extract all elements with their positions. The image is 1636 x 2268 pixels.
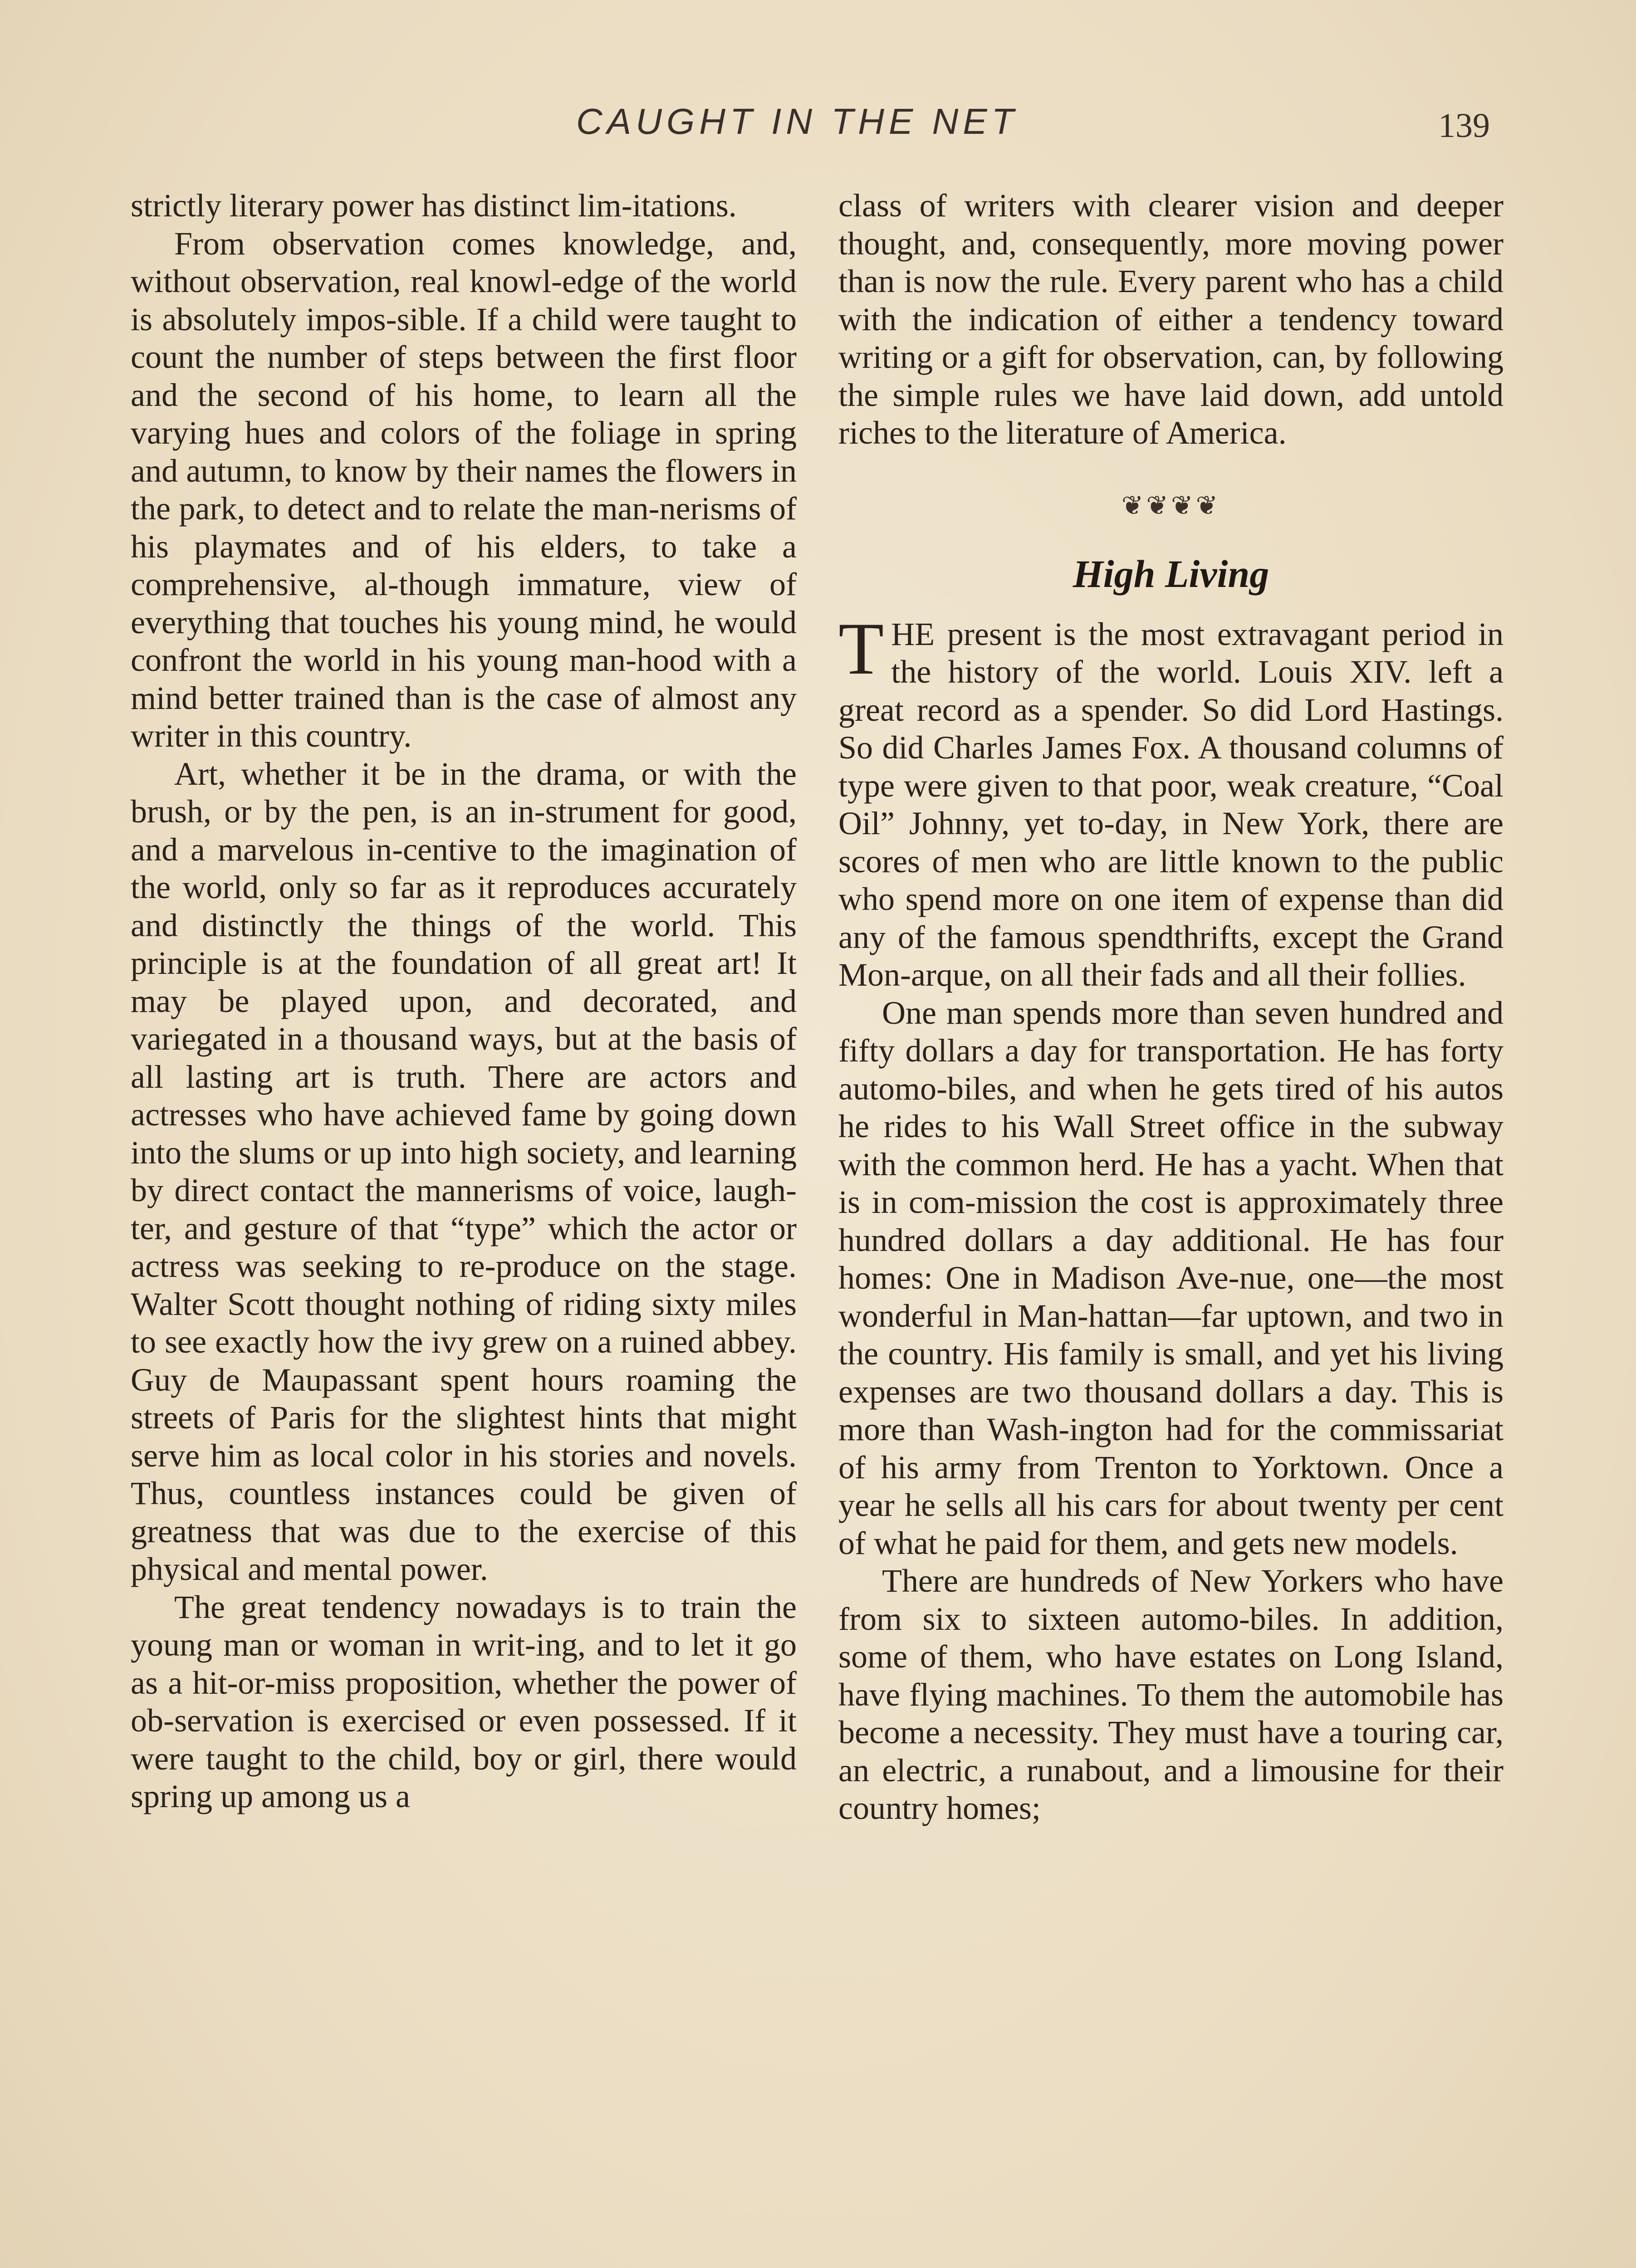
left-column: [131, 187, 797, 1816]
right-column: [838, 187, 1504, 1828]
paragraph-extravagant-text: HE present is the most extravagant period in the history of the world. Louis XIV. left a great record as a spender. So did Lord Hastings. So did Charles James Fox. A thousand columns of type were given to that poor, weak creature, “Coal Oil” Johnny, yet to-day, in New York, there are scores of men who are little known to the public who spend more on one item of expense than did any of the famous spendthrifts, except the Grand Mon-arque, on all their fads and all their follies.: [838, 616, 1504, 993]
paragraph-observation: From observation comes knowledge, and, without observation, real knowl-edge of the world is absolutely impos-sible. If a child were taught to count the number of steps between the first floor and the second of his home, to learn all the varying hues and colors of the foliage in spring and autumn, to know by their names the flowers in the park, to detect and to relate the man-nerisms of his playmates and of his elders, to take a comprehensive, al-though immature, view of everything that touches his young mind, he would confront the world in his young man-hood with a mind better trained than is the case of almost any writer in this country.: [131, 225, 797, 754]
page-number: 139: [1438, 107, 1490, 145]
paragraph-tendency: The great tendency nowadays is to train the young man or woman in writ-ing, and to let it go as a hit-or-miss proposition, whether the power of ob-servation is exercised or even possessed. If it were taught to the child, boy or girl, there would spring up among us a: [131, 1589, 797, 1814]
paragraph-new-yorkers: There are hundreds of New Yorkers who have from six to sixteen automo-biles. In addition, some of them, who have estates on Long Island, have flying machines. To them the automobile has become a necessity. They must have a touring car, an electric, a runabout, and a limousine for their country homes;: [838, 1563, 1504, 1826]
section-title: High Living: [1073, 552, 1269, 596]
section-ornament: ❦❦❦❦: [1121, 490, 1221, 520]
running-title: CAUGHT IN THE NET: [576, 101, 1019, 142]
paragraph-continuation: strictly literary power has distinct lim-itations.: [131, 187, 737, 224]
running-head: [0, 101, 1636, 151]
drop-cap: T: [838, 607, 884, 690]
paragraph-extravagant: [838, 607, 1504, 994]
paragraph-transportation: One man spends more than seven hundred and fifty dollars a day for transportation. He has forty automo-biles, and when he gets tired of his autos he rides to his Wall Street office in the subway with the common herd. He has a yacht. When that is in com-mission the cost is approximately three hundred dollars a day additional. He has four homes: One in Madison Ave-nue, one—the most wonderful in Man-hattan—far uptown, and two in the country. His family is small, and yet his living expenses are two thousand dollars a day. This is more than Wash-ington had for the commissariat of his army from Trenton to Yorktown. Once a year he sells all his cars for about twenty per cent of what he paid for them, and gets new models.: [838, 994, 1504, 1561]
paragraph-art: Art, whether it be in the drama, or with the brush, or by the pen, is an in-strument for good, and a marvelous in-centive to the imagination of the world, only so far as it reproduces accurately and distinctly the things of the world. This principle is at the foundation of all great art! It may be played upon, and decorated, and variegated in a thousand ways, but at the basis of all lasting art is truth. There are actors and actresses who have achieved fame by going down into the slums or up into high society, and learning by direct contact the mannerisms of voice, laugh-ter, and gesture of that “type” which the actor or actress was seeking to re-produce on the stage. Walter Scott thought nothing of riding sixty miles to see exactly how the ivy grew on a ruined abbey. Guy de Maupassant spent hours roaming the streets of Paris for the slightest hints that might serve him as local color in his stories and novels. Thus, countless instances could be given of greatness that was due to the exercise of this physical and mental power.: [131, 755, 797, 1587]
paragraph-continuation-right: class of writers with clearer vision and deeper thought, and, consequently, more moving power than is now the rule. Every parent who has a child with the indication of either a tendency toward writing or a gift for observation, can, by following the simple rules we have laid down, add untold riches to the literature of America.: [838, 187, 1504, 451]
